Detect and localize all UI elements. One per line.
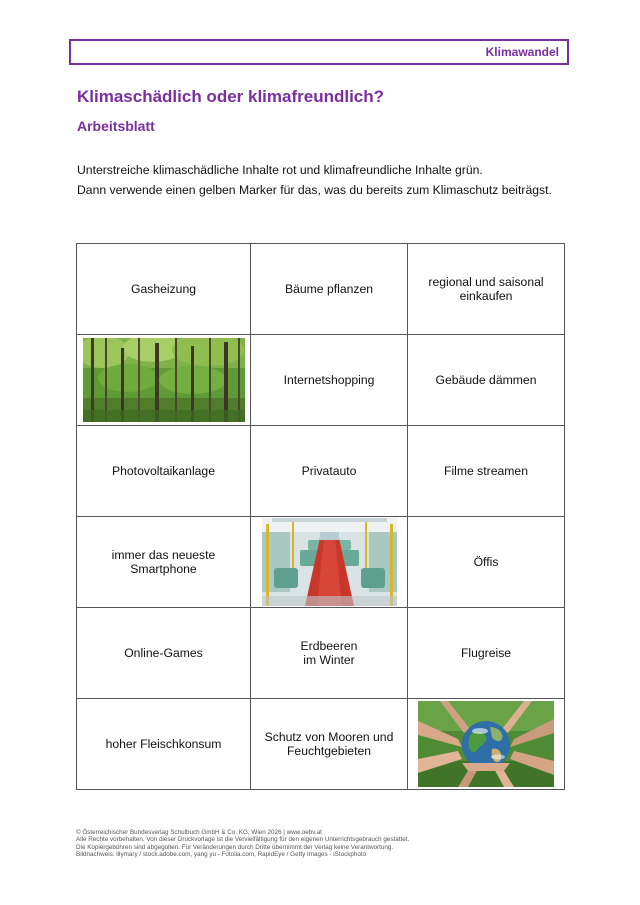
cell-text: Gasheizung (130, 282, 197, 296)
grid-cell[interactable] (408, 517, 565, 608)
cell-text-line2: einkaufen (459, 289, 513, 303)
cell-text-line1: regional und saisonal (428, 275, 544, 289)
bus-interior-photo (262, 518, 397, 606)
cell-text-line1: immer das neueste (111, 548, 216, 562)
forest-photo (83, 338, 245, 422)
hands-globe-photo (418, 701, 554, 787)
cell-text: Internetshopping (283, 373, 375, 387)
page-title: Klimaschädlich oder klimafreundlich? (77, 87, 385, 106)
table-row (77, 699, 565, 790)
grid-cell[interactable] (408, 244, 565, 335)
cell-text: Gebäude dämmen (435, 373, 537, 387)
page-subtitle: Arbeitsblatt (77, 118, 155, 134)
table-row (77, 335, 565, 426)
grid-cell[interactable] (251, 608, 408, 699)
footer-line: Die Kopiergebühren sind abgegolten. Für Veränderungen durch Dritte übernimmt der Verlag keine Verantwortung. (76, 843, 394, 851)
cell-text: Online-Games (124, 646, 203, 660)
grid-cell[interactable] (408, 335, 565, 426)
footer-line: Alle Rechte vorbehalten. Von dieser Druckvorlage ist die Vervielfältigung für den eigenen Unterrichtsgebrauch gestattet. (76, 836, 410, 844)
cell-text: Filme streamen (444, 464, 528, 478)
table-row (77, 426, 565, 517)
grid-cell[interactable] (77, 517, 251, 608)
grid-cell-image (77, 335, 251, 426)
grid-cell-image (408, 699, 565, 790)
cell-text-line1: Schutz von Mooren und (264, 730, 394, 744)
instruction-1: Unterstreiche klimaschädliche Inhalte rot und klimafreundliche Inhalte grün. (77, 163, 483, 177)
header-box (69, 39, 569, 65)
table-row (77, 608, 565, 699)
grid-cell-image (251, 517, 408, 608)
grid-cell[interactable] (251, 699, 408, 790)
cell-text: Flugreise (460, 646, 512, 660)
footer (76, 829, 409, 859)
cell-text: Privatauto (301, 464, 357, 478)
grid-cell[interactable] (77, 608, 251, 699)
cell-text: Öffis (473, 555, 499, 569)
cell-text: hoher Fleischkonsum (105, 737, 222, 751)
footer-line: © Österreichischer Bundesverlag Schulbuch GmbH & Co. KG, Wien 2026 | www.oebv.at (76, 829, 322, 836)
grid-cell[interactable] (408, 608, 565, 699)
cell-text-line2: Smartphone (130, 562, 197, 576)
header-label: Klimawandel (485, 45, 559, 59)
grid-cell[interactable] (77, 244, 251, 335)
cell-text-line2: im Winter (303, 653, 355, 667)
footer-line: Bildnachweis: lilymary / stock.adobe.com, yang yu - Fotolia.com, RapidEye / Getty Images - iStockphoto (76, 851, 367, 859)
grid-cell[interactable] (251, 244, 408, 335)
grid-cell[interactable] (251, 426, 408, 517)
cell-text-line1: Erdbeeren (300, 639, 358, 653)
grid-cell[interactable] (77, 699, 251, 790)
instruction-2: Dann verwende einen gelben Marker für das, was du bereits zum Klimaschutz beiträgst. (77, 183, 552, 197)
table-row (77, 244, 565, 335)
table-row (77, 517, 565, 608)
grid-cell[interactable] (77, 426, 251, 517)
grid-cell[interactable] (408, 426, 565, 517)
worksheet-grid (76, 243, 565, 790)
cell-text-line2: Feuchtgebieten (286, 744, 372, 758)
cell-text: Photovoltaikanlage (112, 464, 215, 478)
grid-cell[interactable] (251, 335, 408, 426)
cell-text: Bäume pflanzen (284, 282, 374, 296)
